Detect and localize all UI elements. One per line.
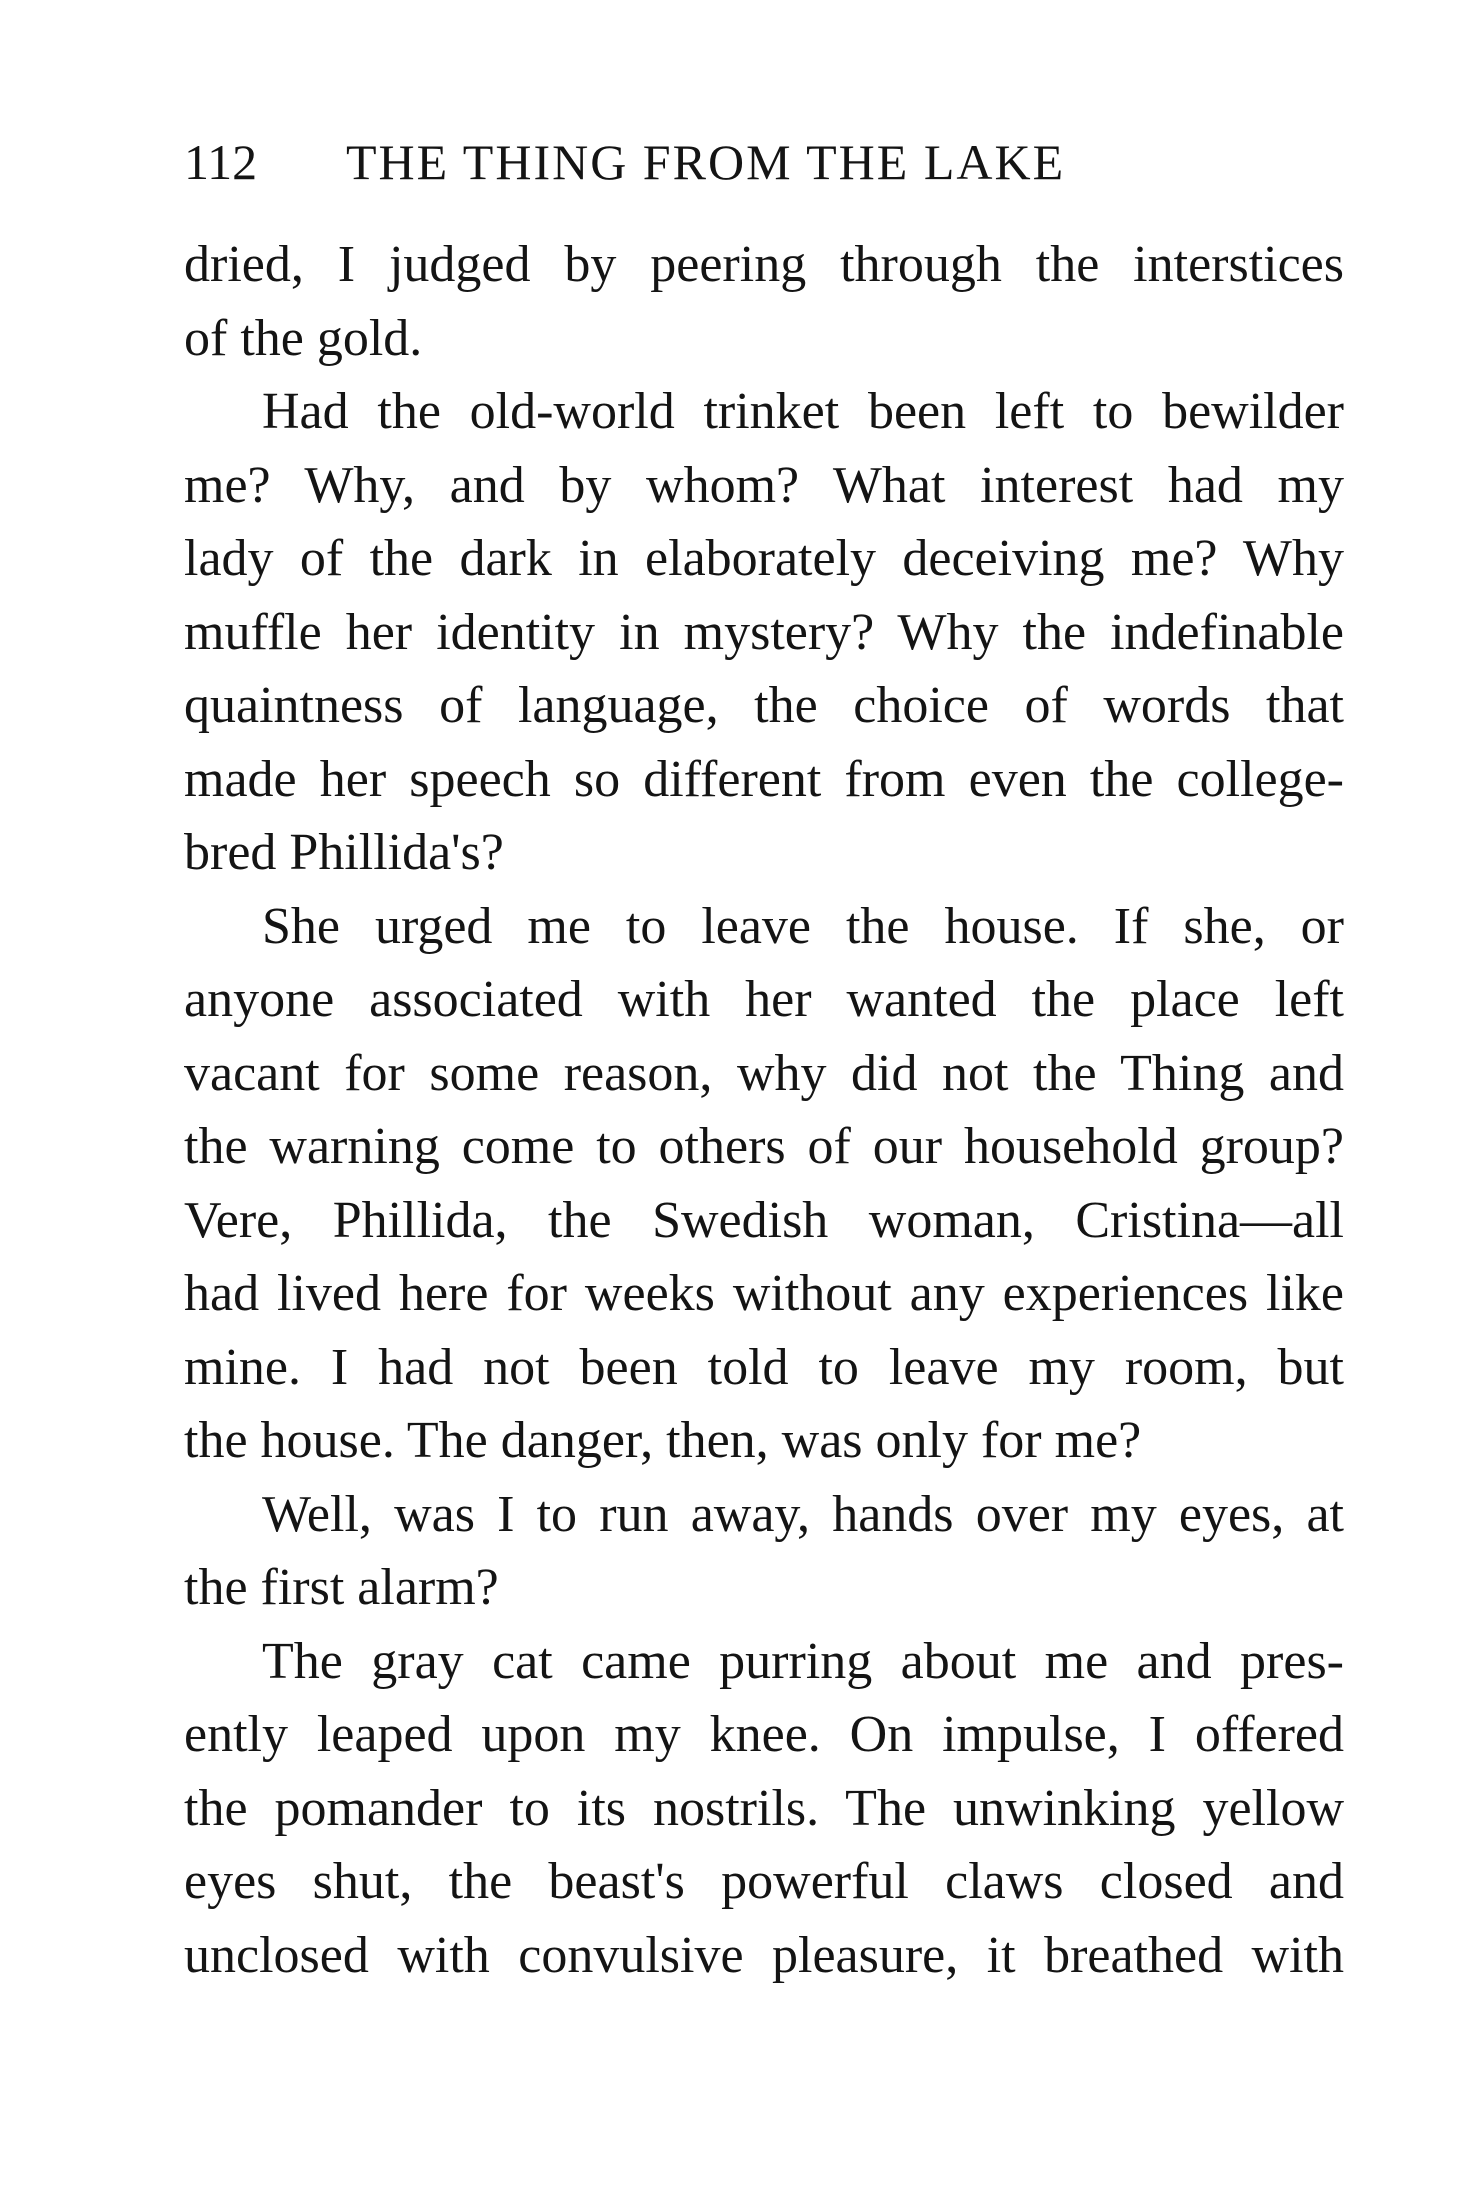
text-line: muffle her identity in mystery? Why the indefinable <box>184 603 1344 661</box>
text-line: Well, was I to run away, hands over my eyes, at <box>262 1485 1344 1543</box>
text-line: bred Phillida's? <box>184 824 504 881</box>
page-number: 112 <box>184 134 258 190</box>
text-line: made her speech so different from even the college- <box>184 750 1344 808</box>
text-line: the pomander to its nostrils. The unwinking yellow <box>184 1779 1344 1837</box>
text-line: quaintness of language, the choice of words that <box>184 677 1344 734</box>
text-line: the house. The danger, then, was only for me? <box>184 1412 1142 1469</box>
body-text <box>184 228 1344 1992</box>
running-head <box>184 132 1344 192</box>
text-line: the warning come to others of our household group? <box>184 1118 1344 1175</box>
text-line: eyes shut, the beast's powerful claws closed and <box>184 1853 1344 1910</box>
text-line: of the gold. <box>184 309 423 367</box>
text-line: me? Why, and by whom? What interest had my <box>184 456 1344 514</box>
text-line: lady of the dark in elaborately deceiving me? Why <box>184 530 1344 587</box>
text-line: vacant for some reason, why did not the Thing and <box>184 1044 1344 1102</box>
text-line: mine. I had not been told to leave my room, but <box>184 1338 1344 1396</box>
text-line: had lived here for weeks without any experiences like <box>184 1265 1344 1322</box>
text-line: Had the old-world trinket been left to bewilder <box>262 383 1344 440</box>
text-line: dried, I judged by peering through the interstices <box>184 236 1344 293</box>
text-line: ently leaped upon my knee. On impulse, I offered <box>184 1706 1344 1763</box>
text-line: Vere, Phillida, the Swedish woman, Cristina—all <box>184 1191 1344 1249</box>
text-line: anyone associated with her wanted the place left <box>184 971 1344 1028</box>
text-line: unclosed with convulsive pleasure, it breathed with <box>184 1926 1344 1984</box>
text-line: The gray cat came purring about me and pres- <box>262 1632 1344 1690</box>
text-line: the first alarm? <box>184 1559 499 1616</box>
running-title: THE THING FROM THE LAKE <box>346 134 1066 190</box>
text-line: She urged me to leave the house. If she, or <box>262 897 1344 955</box>
